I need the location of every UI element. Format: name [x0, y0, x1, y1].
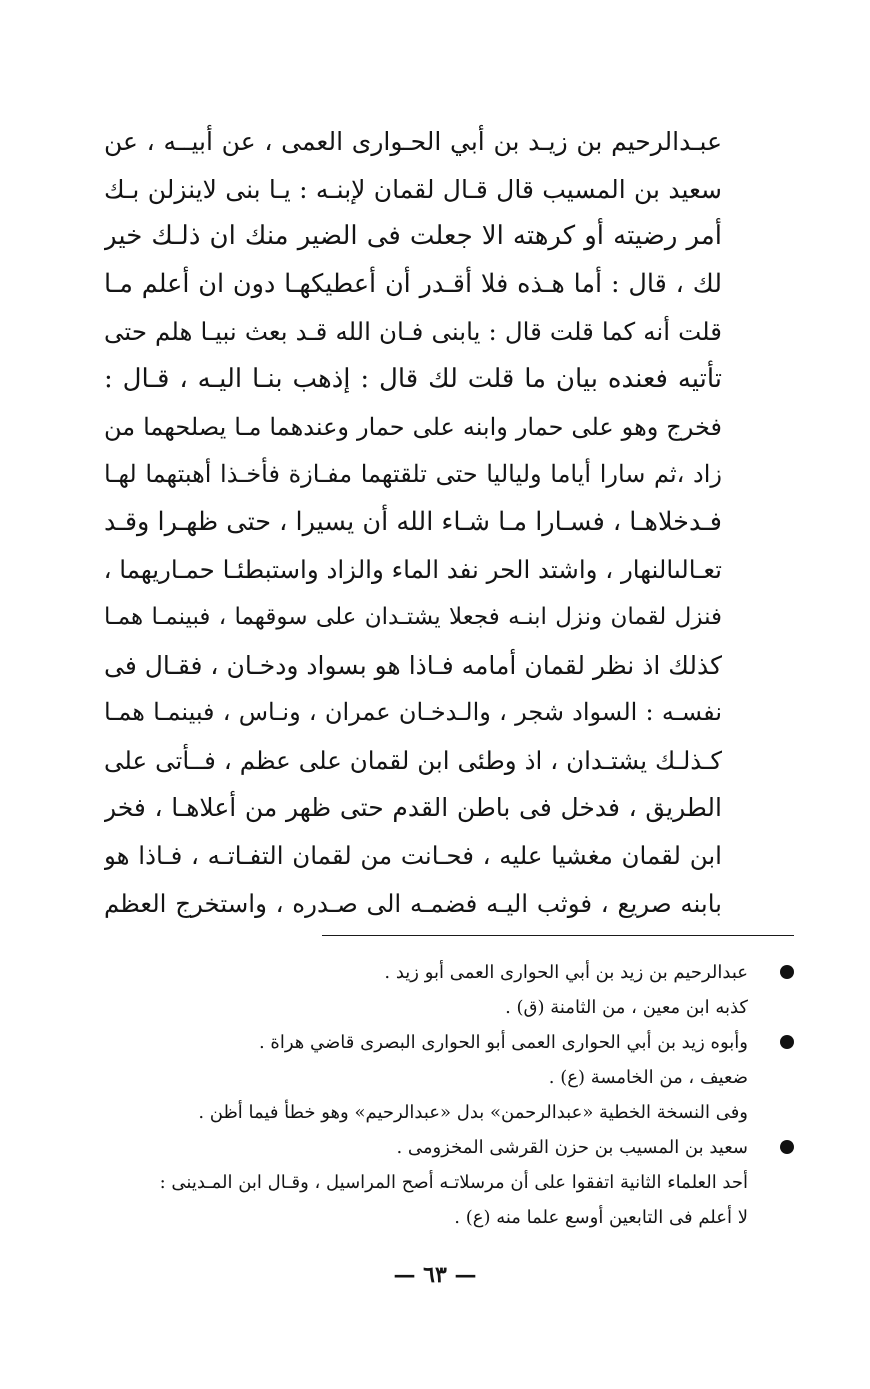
footnote-text: وأبوه زيد بن أبي الحوارى العمى أبو الحوارى البصرى قاضي هراة . [258, 1032, 748, 1053]
main-text-line: فـدخلاهـا ، فسـارا مـا شـاء الله أن يسيرا ، حتى ظهـرا وقـد [104, 506, 722, 537]
footnote-text: ضعيف ، من الخامسة (ع) . [548, 1067, 748, 1088]
footnote-text: وفى النسخة الخطية «عبدالرحمن» بدل «عبدالرحيم» وهو خطأ فيما أظن . [198, 1102, 748, 1123]
footnote-line [104, 1060, 794, 1095]
footnote-line [104, 1130, 794, 1165]
main-text-line: سعيد بن المسيب قال قـال لقمان لإبنـه : يـا بنى لاينزلن بـك [104, 174, 722, 204]
main-text-line: بابنه صريع ، فوثب اليـه فضمـه الى صـدره ، واستخرج العظم [104, 888, 722, 918]
footnote-line [104, 955, 794, 990]
footnote-text: سعيد بن المسيب بن حزن القرشى المخزومى . [396, 1137, 748, 1158]
footnote-line [104, 1200, 794, 1235]
bullet-icon [780, 1140, 794, 1154]
main-text-line: عبـدالرحيم بن زيـد بن أبي الحـوارى العمى ، عن أبيــه ، عن [104, 127, 722, 156]
main-text-line: كذلك اذ نظر لقمان أمامه فـاذا هو بسواد ودخـان ، فقـال فى [104, 650, 722, 680]
main-text-line: أمر رضيته أو كرهته الا جعلت فى الضير منك ان ذلـك خير [104, 221, 722, 252]
main-text-line: كـذلـك يشتـدان ، اذ وطئى ابن لقمان على عظم ، فــأتى على [104, 745, 722, 775]
main-text-line: ابن لقمان مغشيا عليه ، فحـانت من لقمان التفـاتـه ، فـاذا هو [104, 840, 722, 870]
main-text-line: لك ، قال : أما هـذه فلا أقـدر أن أعطيكهـا دون ان أعلم مـا [104, 268, 722, 299]
footnote-line [104, 990, 794, 1025]
main-text-block [104, 118, 722, 927]
page-number: — ٦٣ — [393, 1262, 477, 1288]
footnote-line [104, 1025, 794, 1060]
main-text-line: قلت أنه كما قلت قال : يابنى فـان الله قـد بعث نبيـا هلم حتى [104, 317, 722, 347]
footnotes-block [104, 955, 794, 1235]
footnote-text: عبدالرحيم بن زيد بن أبي الحوارى العمى أبو زيد . [384, 962, 748, 983]
main-text-line: تأتيه فعنده بيان ما قلت لك قال : إذهب بنـا اليـه ، قـال : [104, 363, 722, 394]
footnote-text: أحد العلماء الثانية اتفقوا على أن مرسلاتـه أصح المراسيل ، وقـال ابن المـدينى : [159, 1172, 748, 1193]
main-text-line: نفسـه : السواد شجر ، والـدخـان عمران ، ونـاس ، فبينمـا همـا [104, 698, 722, 727]
bullet-icon [780, 1035, 794, 1049]
main-text-line: فخرج وهو على حمار وابنه على حمار وعندهما مـا يصلحهما من [104, 412, 722, 441]
main-text-line: فنزل لقمان ونزل ابنـه فجعلا يشتـدان على سوقهما ، فبينمـا همـا [104, 603, 722, 630]
main-text-line: زاد ،ثم سارا أياما ولياليا حتى تلقتهما مفـازة فأخـذا أهبتهما لهـا [104, 460, 722, 489]
bullet-icon [780, 965, 794, 979]
footnote-divider [322, 935, 794, 936]
footnote-line [104, 1095, 794, 1130]
main-text-line: تعـالىالنهار ، واشتد الحر نفد الماء والزاد واستبطئـا حمـاريهما ، [104, 555, 722, 585]
footnote-line [104, 1165, 794, 1200]
main-text-line: الطريق ، فدخل فى باطن القدم حتى ظهر من أعلاهـا ، فخر [104, 793, 722, 823]
footnote-text: لا أعلم فى التابعين أوسع علما منه (ع) . [454, 1207, 748, 1228]
footnote-text: كذبه ابن معين ، من الثامنة (ق) . [505, 997, 748, 1018]
